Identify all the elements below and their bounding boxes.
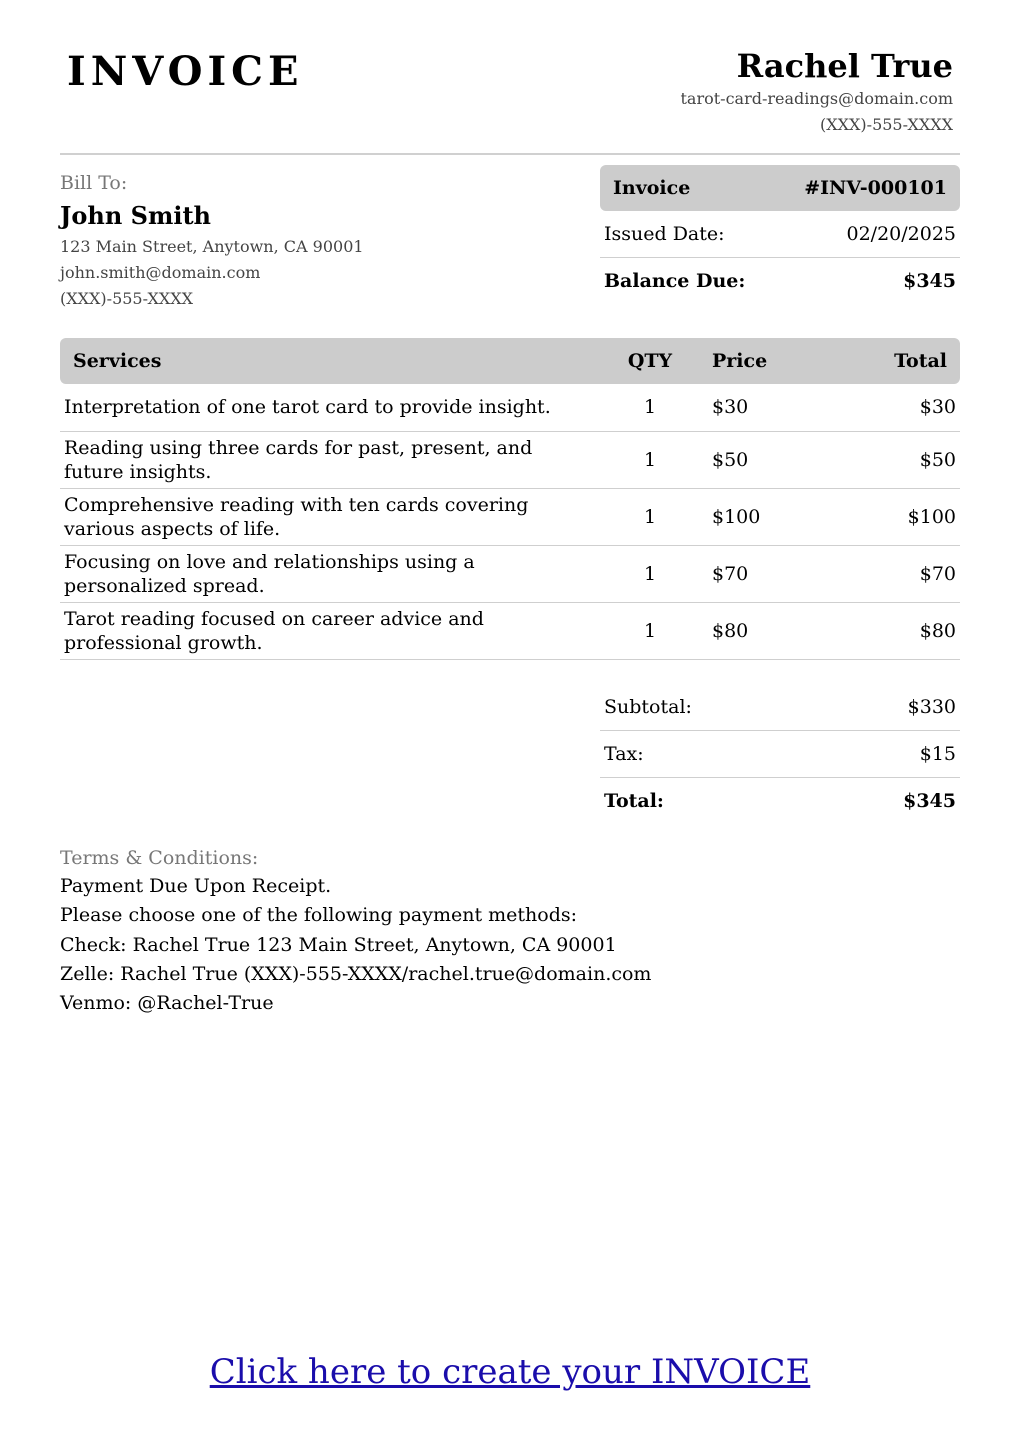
totals-section: [600, 684, 960, 824]
column-header-total: Total: [806, 338, 960, 384]
service-total: $70: [806, 545, 960, 602]
service-qty: 1: [594, 545, 706, 602]
issued-date-row: [600, 211, 960, 258]
service-price: $50: [706, 431, 806, 488]
client-phone: (XXX)-555-XXXX: [60, 289, 193, 308]
vendor-email: tarot-card-readings@domain.com: [680, 89, 953, 108]
service-total: $100: [806, 488, 960, 545]
terms-line: Venmo: @Rachel-True: [60, 992, 274, 1015]
service-qty: 1: [594, 431, 706, 488]
subtotal-row: [600, 684, 960, 731]
service-qty: 1: [594, 384, 706, 431]
vendor-name: Rachel True: [736, 47, 953, 85]
service-price: $70: [706, 545, 806, 602]
service-description: Comprehensive reading with ten cards covering various aspects of life.: [60, 488, 594, 545]
table-row: [60, 431, 960, 488]
issued-date-value: 02/20/2025: [846, 223, 956, 245]
total-row: [600, 778, 960, 824]
invoice-title: INVOICE: [67, 48, 304, 95]
column-header-qty: QTY: [594, 338, 706, 384]
terms-line: Zelle: Rachel True (XXX)-555-XXXX/rachel.true@domain.com: [60, 962, 652, 985]
terms-line: Please choose one of the following payment methods:: [60, 904, 578, 927]
invoice-label: Invoice: [613, 177, 691, 199]
tax-row: [600, 731, 960, 778]
total-label: Total:: [604, 790, 664, 812]
client-address: 123 Main Street, Anytown, CA 90001: [60, 237, 364, 256]
service-qty: 1: [594, 488, 706, 545]
balance-due-row: [600, 258, 960, 304]
service-total: $50: [806, 431, 960, 488]
terms-section: [60, 844, 651, 1018]
client-name: John Smith: [60, 201, 211, 230]
table-row: [60, 545, 960, 602]
table-row: [60, 488, 960, 545]
create-invoice-link[interactable]: Click here to create your INVOICE: [209, 1352, 811, 1392]
vendor-info: [680, 46, 953, 138]
table-row: [60, 384, 960, 431]
terms-line: Payment Due Upon Receipt.: [60, 875, 332, 897]
table-header-row: [60, 338, 960, 384]
invoice-meta: [600, 165, 960, 304]
balance-due-value: $345: [903, 270, 956, 292]
header-divider: [60, 153, 960, 155]
column-header-price: Price: [706, 338, 806, 384]
bill-to-label: Bill To:: [60, 172, 128, 194]
bill-to-section: [60, 170, 364, 312]
terms-line: Check: Rachel True 123 Main Street, Anytown, CA 90001: [60, 933, 617, 956]
total-value: $345: [903, 790, 956, 812]
services-table: [60, 338, 960, 660]
service-description: Tarot reading focused on career advice and professional growth.: [60, 602, 594, 659]
tax-value: $15: [919, 743, 956, 765]
service-price: $30: [706, 384, 806, 431]
service-price: $100: [706, 488, 806, 545]
service-description: Interpretation of one tarot card to provide insight.: [60, 384, 594, 431]
terms-label: Terms & Conditions:: [60, 847, 259, 869]
invoice-number: #INV-000101: [804, 177, 947, 199]
column-header-services: Services: [60, 338, 594, 384]
invoice-number-bar: [600, 165, 960, 211]
service-description: Reading using three cards for past, present, and future insights.: [60, 431, 594, 488]
service-total: $80: [806, 602, 960, 659]
client-email: john.smith@domain.com: [60, 263, 261, 282]
service-price: $80: [706, 602, 806, 659]
subtotal-label: Subtotal:: [604, 696, 692, 718]
service-qty: 1: [594, 602, 706, 659]
service-total: $30: [806, 384, 960, 431]
issued-date-label: Issued Date:: [604, 223, 725, 245]
balance-due-label: Balance Due:: [604, 270, 746, 292]
invoice-page: [60, 0, 960, 1443]
table-row: [60, 602, 960, 659]
vendor-phone: (XXX)-555-XXXX: [820, 115, 953, 134]
tax-label: Tax:: [604, 743, 644, 765]
service-description: Focusing on love and relationships using a personalized spread.: [60, 545, 594, 602]
subtotal-value: $330: [907, 696, 956, 718]
